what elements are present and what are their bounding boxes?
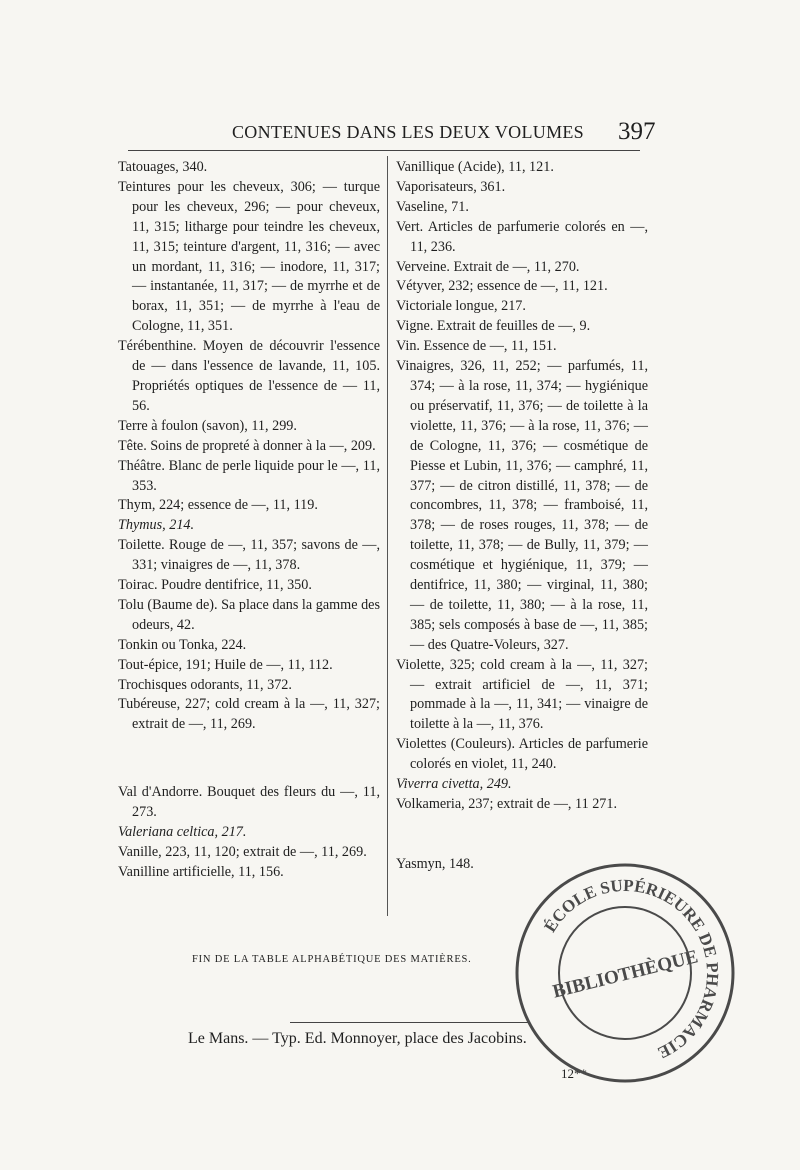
library-stamp	[510, 858, 740, 1088]
left-column	[118, 158, 380, 883]
running-header	[0, 118, 800, 148]
end-of-index-note: FIN DE LA TABLE ALPHABÉTIQUE DES MATIÈRES.	[192, 954, 472, 965]
index-entry: Viverra civetta, 249.	[396, 776, 512, 793]
index-entry: Volkameria, 237; extrait de —, 11 271.	[396, 796, 618, 812]
index-entry: Vétyver, 232; essence de —, 11, 121.	[396, 278, 608, 295]
index-entry: Vinaigres, 326, 11, 252; — parfumés, 11, 374; — à la rose, 11, 374; — hygiénique ou préservatif, 11, 376; — de toilette à la violette, 11, 376; — à la rose, 11, 376; — de Cologne, 11, 376; — cosmétique de Piesse et Lubin, 11, 376; — camphré, 11, 377; — de citron distillé, 11, 378; — de concombres, 11, 378; — framboisé, 11, 378; — de roses rouges, 11, 378; — de toilette, 11, 378; — de Bully, 11, 379; — cosmétique et hygiénique, 11, 379; — dentifrice, 11, 380; — virginal, 11, 380; — de toilette, 11, 380; — à la rose, 11, 385; sels composés à base de —, 11, 385; — des Quatre-Voleurs, 327.	[396, 358, 648, 653]
index-entry: Vanille, 223, 11, 120; extrait de —, 11, 269.	[118, 844, 367, 860]
index-entry: Vigne. Extrait de feuilles de —, 9.	[396, 318, 591, 335]
index-entry: Vanillique (Acide), 11, 121.	[396, 159, 554, 175]
index-entry: Victoriale longue, 217.	[396, 298, 526, 315]
index-entry: Tonkin ou Tonka, 224.	[118, 636, 247, 653]
printer-imprint: Le Mans. — Typ. Ed. Monnoyer, place des Jacobins.	[188, 1030, 527, 1047]
index-entry: Vanilline artificielle, 11, 156.	[118, 863, 284, 880]
index-entry: Vert. Articles de parfumerie colorés en —, 11, 236.	[396, 218, 648, 255]
index-entry: Tubéreuse, 227; cold cream à la —, 11, 327; extrait de —, 11, 269.	[118, 696, 380, 733]
index-entry: Toirac. Poudre dentifrice, 11, 350.	[118, 577, 312, 594]
index-entry: Vaseline, 71.	[396, 198, 469, 215]
index-entry: Toilette. Rouge de —, 11, 357; savons de —, 331; vinaigres de —, 11, 378.	[118, 537, 380, 574]
index-entry: Val d'Andorre. Bouquet des fleurs du —, 11, 273.	[118, 784, 380, 821]
footer-rule	[290, 1022, 530, 1023]
index-entry: Valeriana celtica, 217.	[118, 824, 247, 841]
index-entry: Yasmyn, 148.	[396, 855, 474, 872]
index-entry: Trochisques odorants, 11, 372.	[118, 676, 292, 693]
stamp-center-text: BIBLIOTHÈQUE	[550, 946, 701, 1003]
column-divider	[387, 156, 388, 916]
index-entry: Thymus, 214.	[118, 517, 195, 534]
index-entry: Violettes (Couleurs). Articles de parfumerie colorés en violet, 11, 240.	[396, 736, 648, 773]
right-column	[396, 158, 648, 875]
index-entry: Thym, 224; essence de —, 11, 119.	[118, 497, 318, 514]
index-entry: Vaporisateurs, 361.	[396, 178, 506, 195]
index-entry: Térébenthine. Moyen de découvrir l'essence de — dans l'essence de lavande, 11, 105. Propriétés optiques de l'essence de — 11, 56.	[118, 338, 380, 414]
index-entry: Tatouages, 340.	[118, 159, 208, 175]
index-entry: Vin. Essence de —, 11, 151.	[396, 338, 557, 355]
page-title: CONTENUES DANS LES DEUX VOLUMES	[232, 122, 584, 142]
index-entry: Tout-épice, 191; Huile de —, 11, 112.	[118, 656, 333, 673]
index-entry: Tête. Soins de propreté à donner à la —, 209.	[118, 437, 376, 454]
index-entry: Théâtre. Blanc de perle liquide pour le —, 11, 353.	[118, 457, 380, 494]
index-entry: Terre à foulon (savon), 11, 299.	[118, 417, 297, 434]
signature-mark: 12**	[561, 1066, 587, 1081]
index-entry: Tolu (Baume de). Sa place dans la gamme des odeurs, 42.	[118, 596, 380, 633]
index-entry: Violette, 325; cold cream à la —, 11, 327; — extrait artificiel de —, 11, 371; pommade à la —, 11, 341; — vinaigre de toilette à la —, 11, 376.	[396, 656, 648, 733]
header-rule	[128, 150, 640, 151]
index-entry: Teintures pour les cheveux, 306; — turque pour les cheveux, 296; — pour cheveux, 11, 315; litharge pour teindre les cheveux, 11, 315; teinture d'argent, 11, 316; — avec un mordant, 11, 316; — inodore, 11, 317; — instantanée, 11, 317; — de myrrhe et de borax, 11, 351; — de myrrhe à l'eau de Cologne, 11, 351.	[118, 178, 380, 335]
stamp-ring-text: ÉCOLE SUPÉRIEURE DE PHARMACIE	[540, 875, 723, 1063]
index-entry: Verveine. Extrait de —, 11, 270.	[396, 258, 580, 275]
page-number: 397	[618, 118, 656, 145]
